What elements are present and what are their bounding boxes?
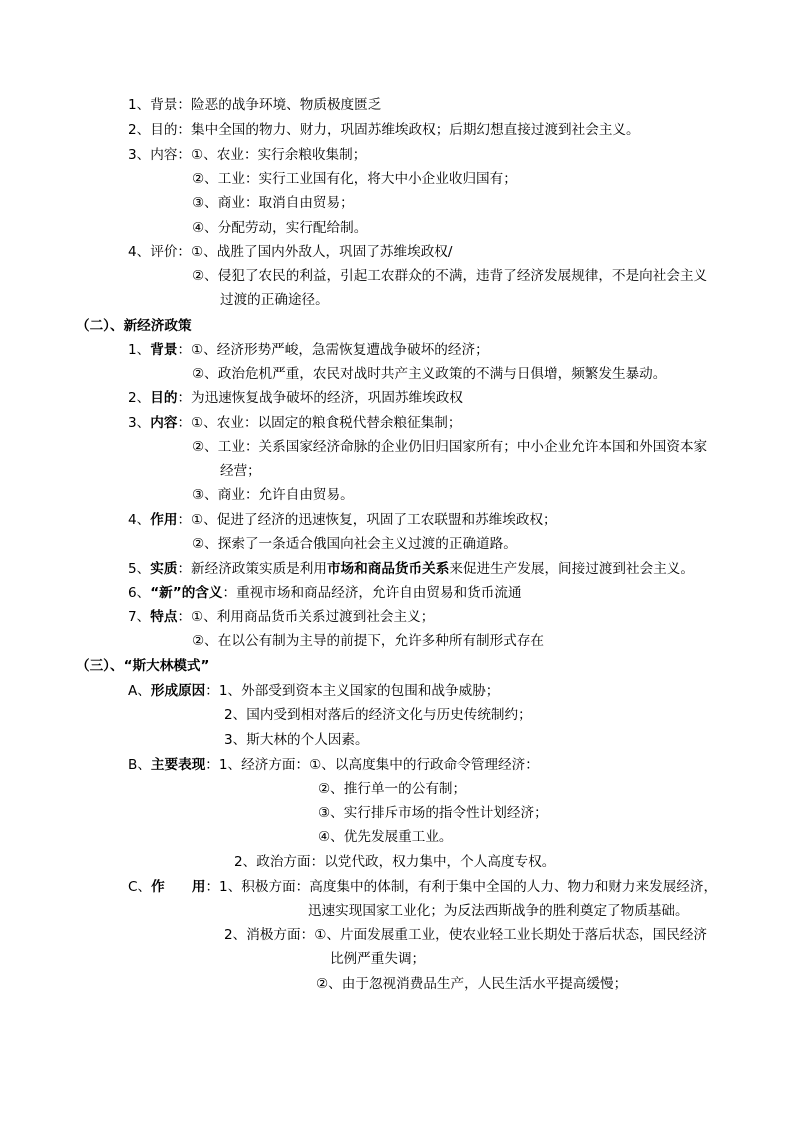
nep-features-line-2: ②、在以公有制为主导的前提下，允许多种所有制形式存在: [192, 633, 545, 649]
stalin-causes-line-3: 3、斯大林的个人因素。: [224, 732, 369, 748]
stalin-model-heading: （三）、“斯大林模式”: [76, 658, 210, 674]
stalin-causes-prefix: A、: [128, 683, 151, 699]
stalin-effects-label: 作 用: [151, 879, 206, 895]
nep-background-prefix: 1、: [128, 342, 151, 358]
stalin-manifestations-label: 主要表现: [150, 757, 206, 773]
stalin-manifestations-economic-2: ②、推行单一的公有制；: [318, 781, 467, 797]
nep-effect-prefix: 4、: [128, 512, 151, 528]
nep-meaning-text: ：重视市场和商品经济，允许自由贸易和货币流通: [222, 585, 522, 601]
nep-essence-text-before: ：新经济政策实质是利用: [177, 561, 327, 577]
nep-essence-line: [128, 560, 694, 578]
nep-background-line-1: [128, 341, 489, 359]
nep-content-line-1: [128, 414, 462, 432]
war-communism-content-4: ④、分配劳动，实行配给制。: [192, 220, 368, 236]
war-communism-content-3: ③、商业：取消自由贸易；: [192, 195, 354, 211]
war-communism-content-2: ②、工业：实行工业国有化，将大中小企业收归国有；: [192, 171, 517, 187]
nep-effect-text-1: ：①、促进了经济的迅速恢复，巩固了工农联盟和苏维埃政权；: [177, 512, 557, 528]
nep-content-line-4: ③、商业：允许自由贸易。: [192, 487, 354, 503]
stalin-effects-negative-3: ②、由于忽视消费品生产，人民生活水平提高缓慢；: [316, 976, 628, 992]
stalin-manifestations-line-1: [128, 756, 539, 774]
nep-effect-line-2: ②、探索了一条适合俄国向社会主义过渡的正确道路。: [192, 536, 517, 552]
nep-meaning-prefix: 6、: [128, 585, 151, 601]
nep-effect-label: 作用: [150, 512, 178, 528]
nep-background-label: 背景: [150, 342, 178, 358]
nep-purpose-text: ：为迅速恢复战争破坏的经济，巩固苏维埃政权: [177, 390, 463, 406]
nep-essence-text-after: 来促进生产发展，间接过渡到社会主义。: [449, 561, 694, 577]
nep-features-line-1: [128, 608, 434, 626]
nep-content-label: 内容: [150, 415, 178, 431]
nep-content-text-1: ：①、农业：以固定的粮食税代替余粮征集制；: [177, 415, 462, 431]
nep-features-prefix: 7、: [128, 609, 151, 625]
nep-meaning-label: “新”的含义: [150, 585, 223, 601]
war-communism-content-1: 3、内容：①、农业：实行余粮收集制；: [128, 147, 367, 163]
stalin-causes-line-1: [128, 682, 499, 700]
war-communism-evaluation-3: 过渡的正确途径。: [220, 292, 329, 308]
stalin-manifestations-political: 2、政治方面：以党代政，权力集中，个人高度专权。: [234, 854, 556, 870]
stalin-causes-label: 形成原因: [150, 683, 206, 699]
nep-background-line-2: ②、政治危机严重，农民对战时共产主义政策的不满与日俱增，频繁发生暴动。: [192, 366, 667, 382]
stalin-effects-line-1: [128, 878, 717, 896]
stalin-effects-negative-1: 2、消极方面：①、片面发展重工业，使农业轻工业长期处于落后状态，国民经济: [224, 927, 708, 943]
nep-effect-line-1: [128, 511, 557, 529]
nep-purpose-line: [128, 389, 463, 407]
nep-features-text-1: ：①、利用商品货币关系过渡到社会主义；: [177, 609, 435, 625]
stalin-causes-line-2: 2、国内受到相对落后的经济文化与历史传统制约；: [224, 707, 532, 723]
nep-content-line-2: ②、工业：关系国家经济命脉的企业仍旧归国家所有；中小企业允许本国和外国资本家: [192, 439, 708, 455]
stalin-effects-prefix: C、: [128, 879, 152, 895]
war-communism-evaluation-2: ②、侵犯了农民的利益，引起工农群众的不满，违背了经济发展规律，不是向社会主义: [192, 268, 708, 284]
nep-meaning-line: [128, 584, 522, 602]
nep-background-text-1: ：①、经济形势严峻，急需恢复遭战争破坏的经济；: [177, 342, 489, 358]
nep-essence-label: 实质: [150, 561, 178, 577]
stalin-manifestations-economic-1: ：1、经济方面：①、以高度集中的行政命令管理经济：: [205, 757, 539, 773]
stalin-effects-positive-2: 迅速实现国家工业化；为反法西斯战争的胜利奠定了物质基础。: [308, 903, 689, 919]
nep-content-prefix: 3、: [128, 415, 151, 431]
nep-purpose-prefix: 2、: [128, 390, 151, 406]
nep-essence-prefix: 5、: [128, 561, 151, 577]
war-communism-purpose: 2、目的：集中全国的物力、财力，巩固苏维埃政权；后期幻想直接过渡到社会主义。: [128, 122, 640, 138]
nep-features-label: 特点: [150, 609, 178, 625]
nep-purpose-label: 目的: [150, 390, 178, 406]
war-communism-evaluation-1: 4、评价：①、战胜了国内外敌人，巩固了苏维埃政权/: [128, 244, 453, 260]
stalin-manifestations-economic-3: ③、实行排斥市场的指令性计划经济；: [318, 805, 548, 821]
stalin-effects-positive-1: ：1、积极方面：高度集中的体制，有利于集中全国的人力、物力和财力来发展经济，: [205, 879, 718, 895]
stalin-manifestations-prefix: B、: [128, 757, 151, 773]
war-communism-background: 1、背景：险恶的战争环境、物质极度匮乏: [128, 97, 382, 113]
nep-essence-emphasis: 市场和商品货币关系: [326, 561, 450, 577]
nep-heading: （二）、新经济政策: [76, 318, 192, 334]
stalin-effects-negative-2: 比例严重失调；: [330, 951, 426, 967]
stalin-manifestations-economic-4: ④、优先发展重工业。: [318, 829, 453, 845]
stalin-causes-text-1: ：1、外部受到资本主义国家的包围和战争威胁；: [205, 683, 500, 699]
nep-content-line-3: 经营；: [220, 463, 261, 479]
